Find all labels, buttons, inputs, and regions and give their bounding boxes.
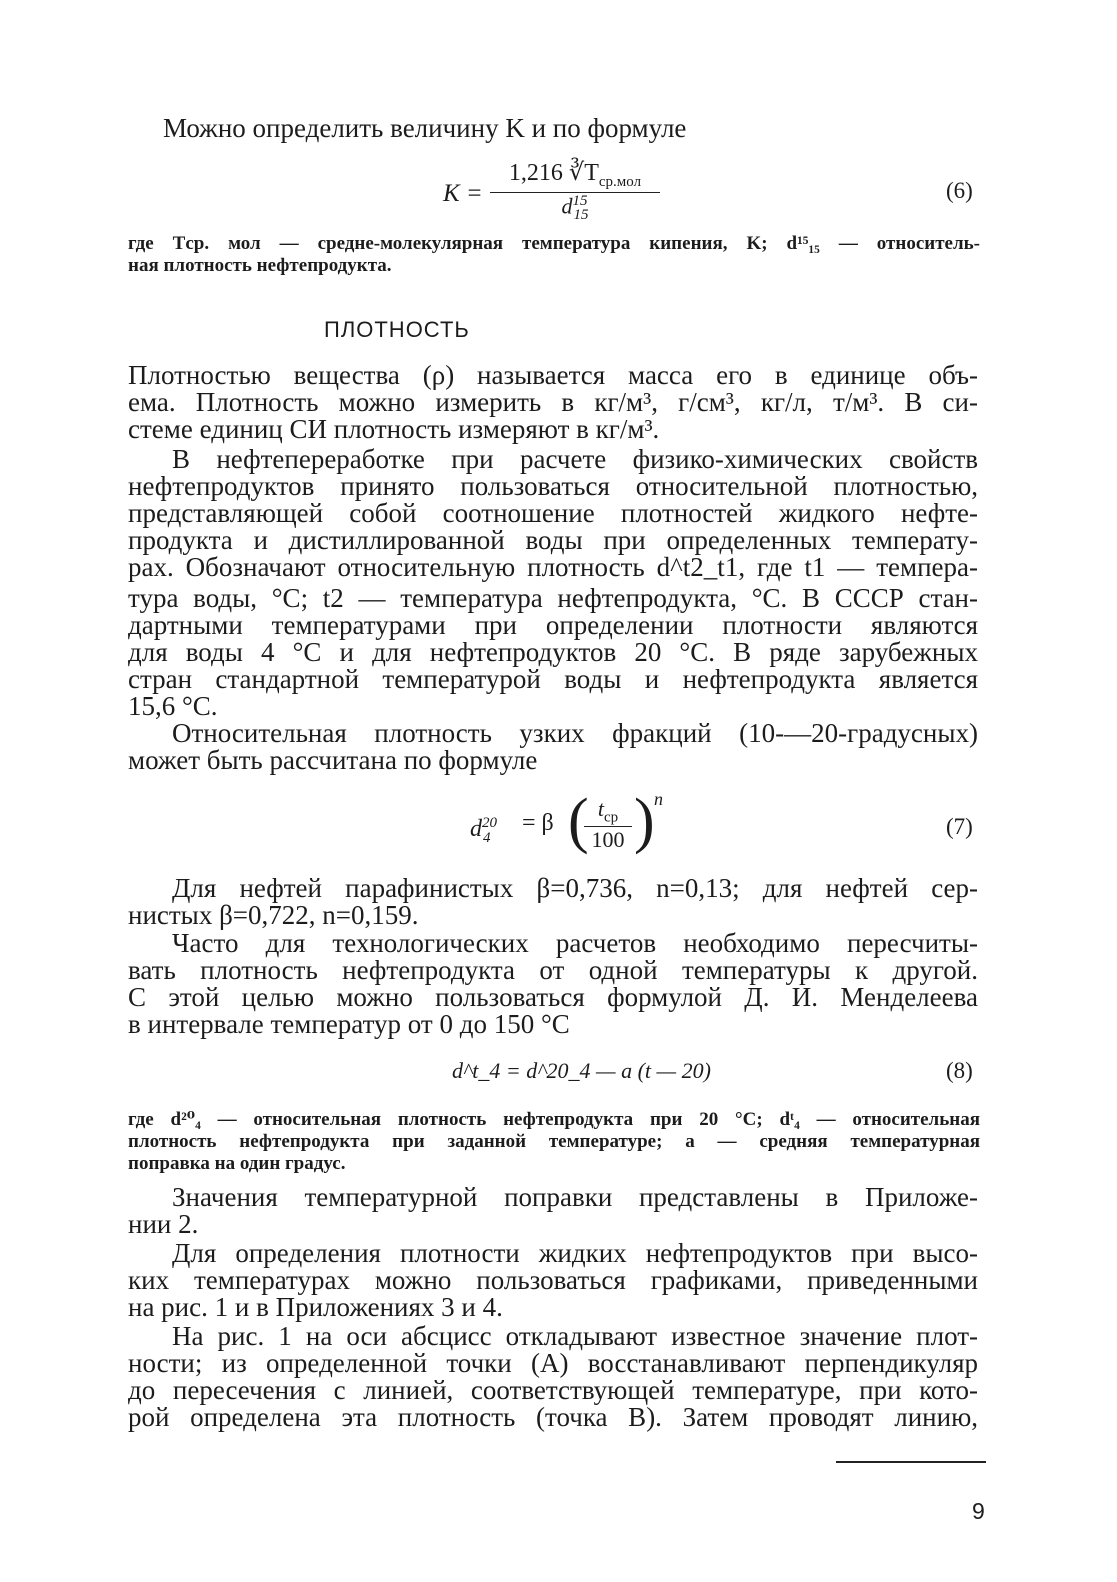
formula-6-lhs: K =: [443, 180, 483, 207]
para-7-line-2: ких температурах можно пользоваться графиками, приведенными: [128, 1265, 978, 1295]
formula-7-eq: = β: [522, 810, 554, 836]
para-5-line-2: вать плотность нефтепродукта от одной температуры к другой.: [128, 955, 978, 985]
formula-7-lhs: d: [470, 816, 482, 842]
para-5-line-4: в интервале температур от 0 до 150 °С: [128, 1009, 570, 1039]
formula-6-number: (6): [946, 178, 973, 203]
formula-7-number: (7): [946, 814, 973, 839]
section-heading: ПЛОТНОСТЬ: [324, 317, 470, 342]
para-8-line-4: рой определена эта плотность (точка B). Затем проводят линию,: [128, 1402, 978, 1432]
para-1-line-1: Плотностью вещества (ρ) называется масса его в единице объ-: [128, 360, 978, 390]
para-8-line-3: до пересечения с линией, соответствующей температуре, при кото-: [128, 1375, 978, 1405]
formula-6-numerator-sub: ср.мол: [598, 173, 642, 190]
para-2-line-3: представляющей собой соотношение плотностей жидкого нефте-: [128, 498, 978, 528]
formula-6-numerator: 1,216 ∛T: [508, 160, 599, 186]
para-4-line-1: Для нефтей парафинистых β=0,736, n=0,13; для нефтей сер-: [172, 873, 978, 903]
para-2-line-2: нефтепродуктов принято пользоваться относительной плотностью,: [128, 471, 978, 501]
formula-6-den-sup: 15: [572, 192, 588, 209]
para-3-line-1: Относительная плотность узких фракций (10-—20-градусных): [172, 718, 978, 748]
formula-7-fraction: [584, 796, 632, 853]
intro-line: Можно определить величину K и по формуле: [163, 113, 687, 143]
formula-6-den-sub: 15: [573, 206, 589, 223]
formula-7-paren-open: (: [568, 787, 589, 855]
para-2-line-4: продукта и дистиллированной воды при определенных температу-: [128, 525, 978, 555]
para-5-line-1: Часто для технологических расчетов необходимо пересчиты-: [172, 928, 978, 958]
formula-7-numerator-sub: ср: [603, 809, 619, 826]
note-8-line-3: поправка на один градус.: [128, 1153, 346, 1174]
para-7-line-3: на рис. 1 и в Приложениях 3 и 4.: [128, 1292, 503, 1322]
para-7-line-1: Для определения плотности жидких нефтепродуктов при высо-: [172, 1238, 978, 1268]
para-2-line-7: дартными температурами при определении плотности являются: [128, 610, 978, 640]
para-1-line-2: ема. Плотность можно измерить в кг/м³, г/см³, кг/л, т/м³. В си-: [128, 387, 978, 417]
para-2-line-10: 15,6 °С.: [128, 691, 218, 721]
formula-7-paren-close: ): [634, 787, 655, 855]
para-2-line-5: рах. Обозначают относительную плотность d^t2_t1, где t1 — темпера-: [128, 552, 978, 582]
formula-6-denominator: d: [561, 193, 573, 219]
formula-7-numerator: t: [597, 796, 604, 821]
para-1-line-3: стеме единиц СИ плотность измеряют в кг/м³.: [128, 414, 660, 444]
formula-7-lhs-wrap: [470, 810, 497, 852]
formula-7-lhs-sup: 20: [482, 815, 497, 831]
note-6-line-1: где Tср. мол — средне-молекулярная температура кипения, K; d¹⁵₁₅ — относитель-: [128, 233, 980, 254]
note-6-line-2: ная плотность нефтепродукта.: [128, 255, 392, 276]
page-number: 9: [972, 1498, 985, 1524]
para-8-line-2: ности; из определенной точки (A) восстанавливают перпендикуляр: [128, 1348, 978, 1378]
para-2-line-6: тура воды, °С; t2 — температура нефтепродукта, °С. В СССР стан-: [128, 583, 978, 613]
formula-8: d^t_4 = d^20_4 — a (t — 20): [452, 1058, 711, 1083]
note-8-line-2: плотность нефтепродукта при заданной температуре; a — средняя температурная: [128, 1131, 980, 1152]
para-2-line-8: для воды 4 °С и для нефтепродуктов 20 °С. В ряде зарубежных: [128, 637, 978, 667]
footer-rule: [836, 1461, 986, 1463]
note-8-line-1: где d²⁰₄ — относительная плотность нефтепродукта при 20 °С; dᵗ₄ — относительная: [128, 1109, 980, 1130]
formula-7-lhs-sub: 4: [483, 829, 491, 846]
formula-7-exponent: n: [654, 789, 663, 809]
para-5-line-3: С этой целью можно пользоваться формулой Д. И. Менделеева: [128, 982, 978, 1012]
para-2-line-9: стран стандартной температурой воды и нефтепродукта является: [128, 664, 978, 694]
para-4-line-2: нистых β=0,722, n=0,159.: [128, 900, 419, 930]
para-6-line-1: Значения температурной поправки представлены в Приложе-: [172, 1182, 978, 1212]
formula-6-fraction: [490, 158, 660, 224]
para-3-line-2: может быть рассчитана по формуле: [128, 745, 538, 775]
formula-8-number: (8): [946, 1058, 973, 1083]
para-6-line-2: нии 2.: [128, 1209, 199, 1239]
formula-7-denominator: 100: [591, 827, 625, 853]
para-8-line-1: На рис. 1 на оси абсцисс откладывают известное значение плот-: [172, 1321, 978, 1351]
para-2-line-1: В нефтепереработке при расчете физико-химических свойств: [172, 444, 978, 474]
